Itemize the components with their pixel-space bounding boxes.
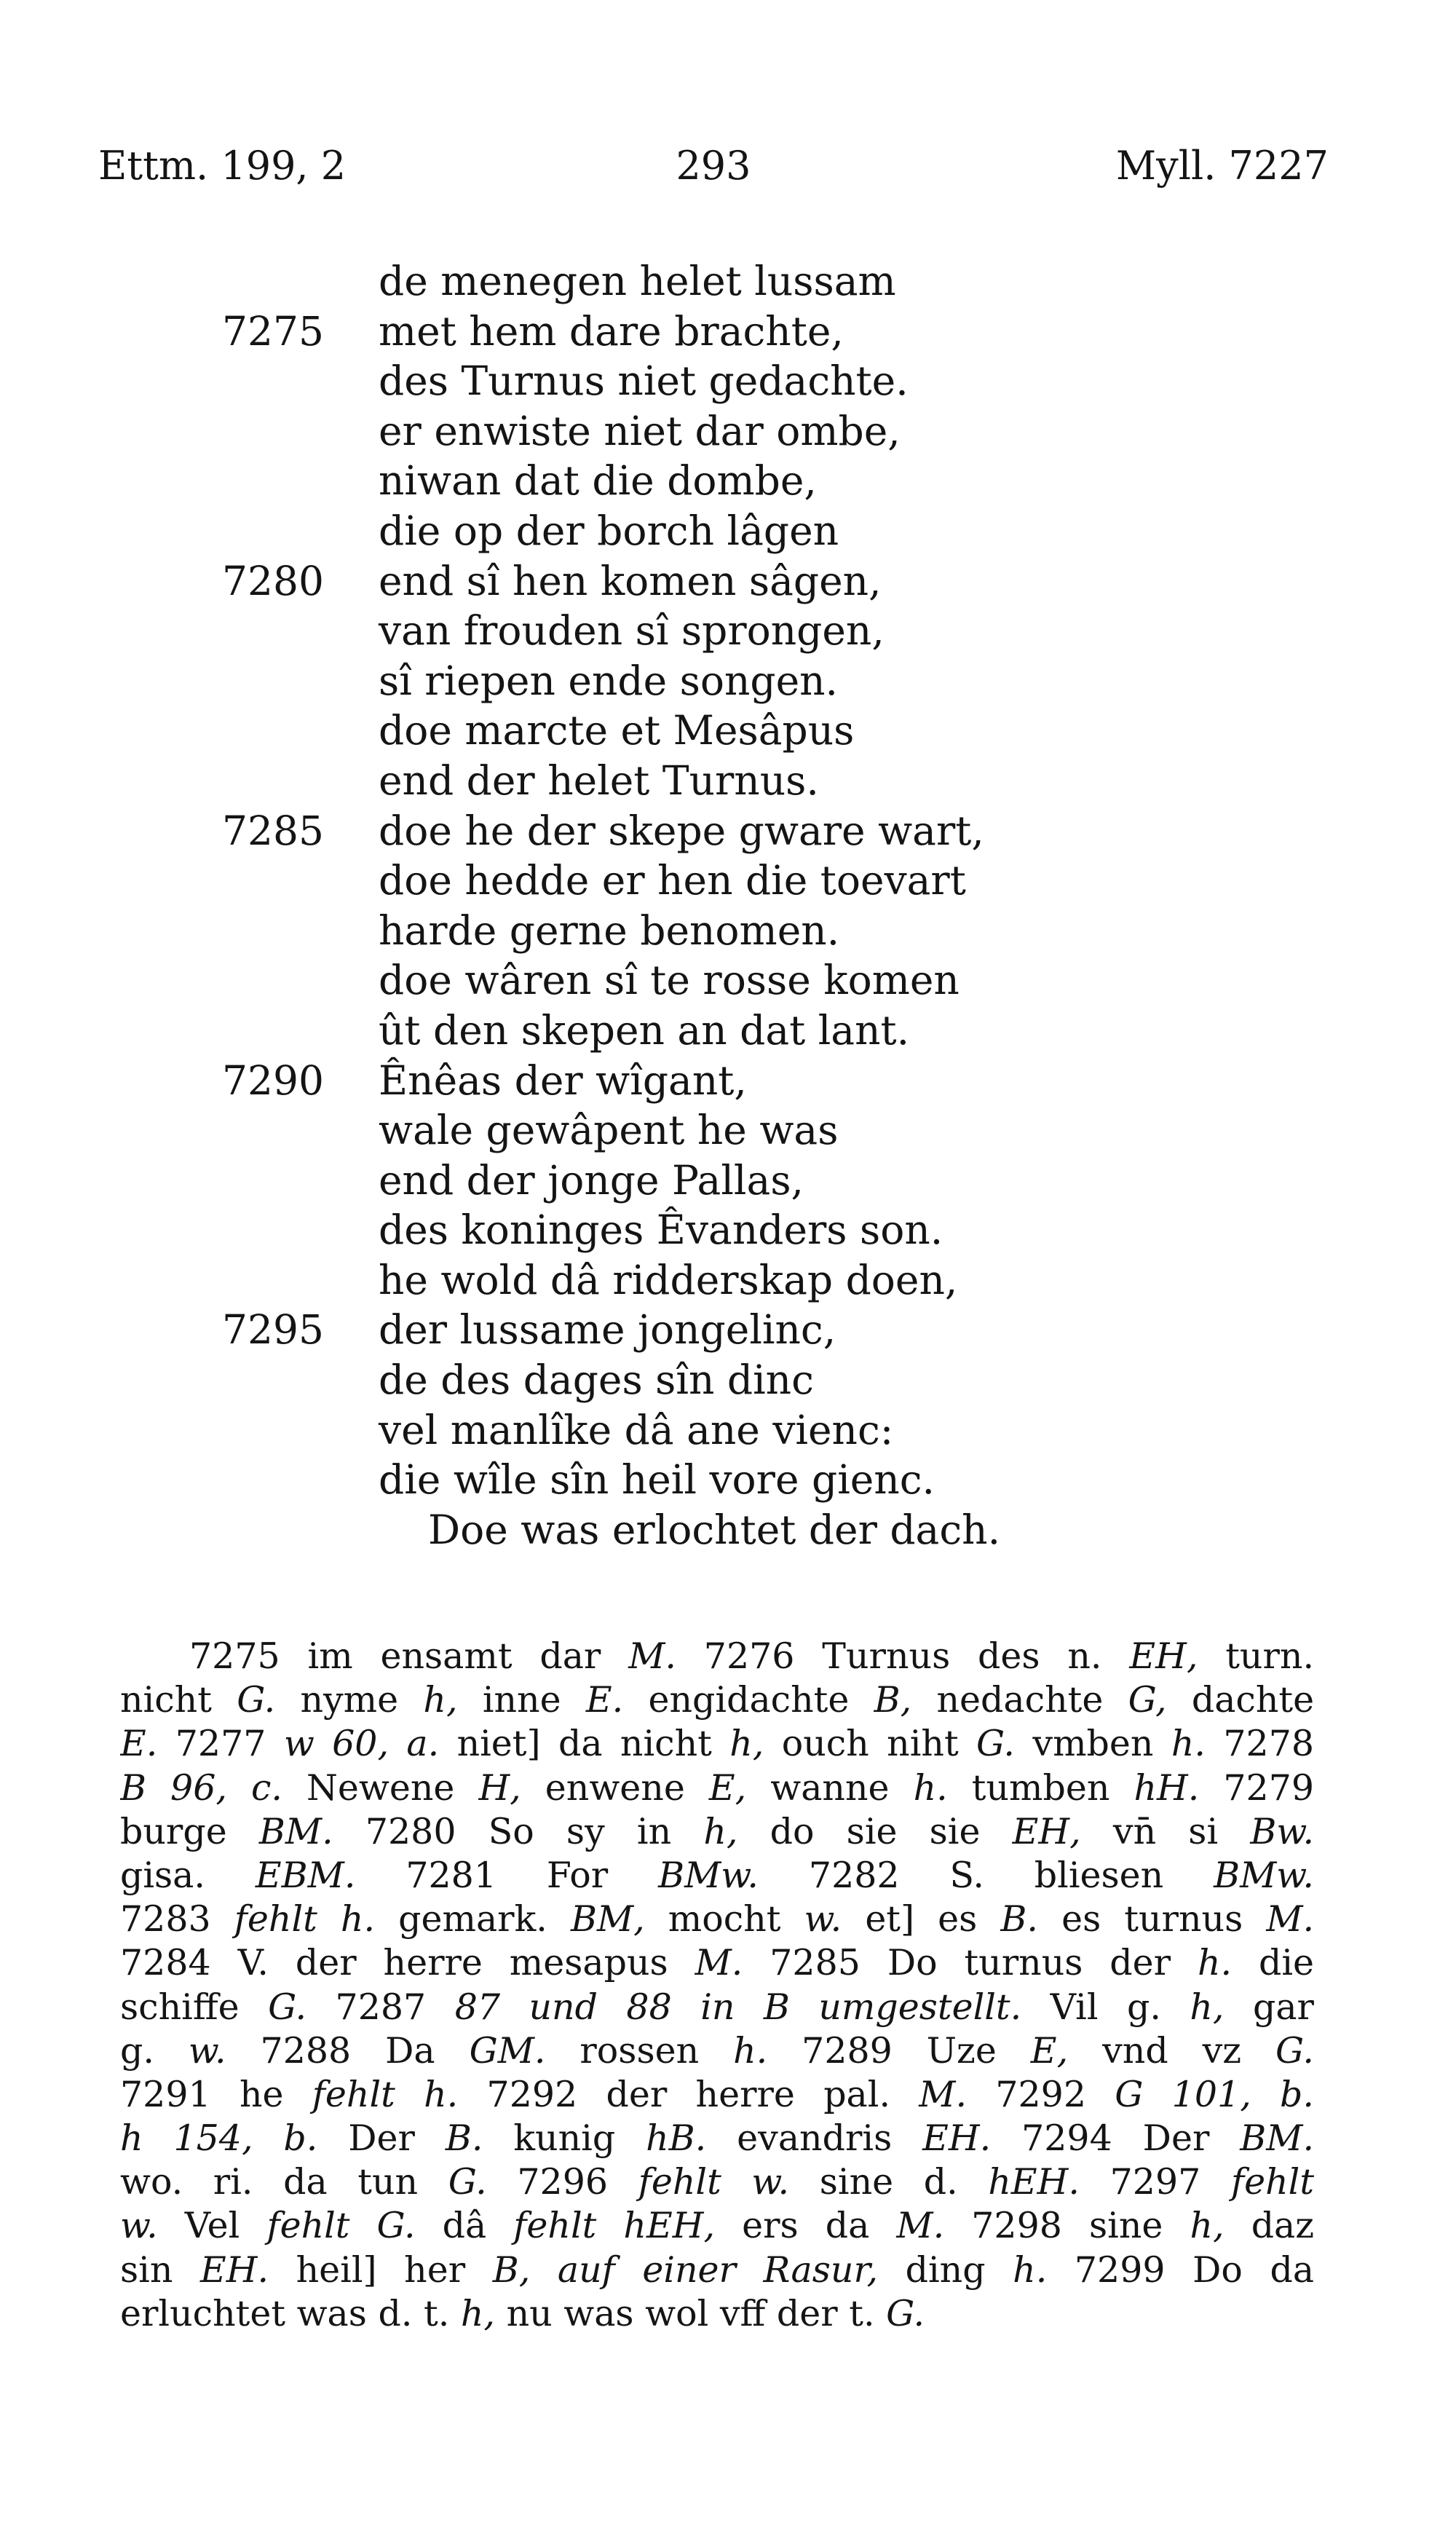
verse-line xyxy=(0,856,1456,906)
verse-line xyxy=(0,906,1456,956)
verse-text-line: doe marcte et Mesâpus xyxy=(379,707,855,754)
apparatus-line: B 96, c. Newene H, enwene E, wanne h. tumben hH. 7279 xyxy=(120,1766,1314,1809)
verse-line xyxy=(0,506,1456,556)
verse-text-line: doe hedde er hen die toevart xyxy=(379,857,966,904)
verse-line xyxy=(0,1205,1456,1255)
line-number: 7290 xyxy=(222,1057,324,1104)
verse-text-line: sî riepen ende songen. xyxy=(379,657,839,704)
verse-text-line: doe wâren sî te rosse komen xyxy=(379,957,960,1004)
apparatus-line: schiffe G. 7287 87 und 88 in B umgestellt. Vil g. h, gar xyxy=(120,1986,1314,2028)
verse-text-line: van frouden sî sprongen, xyxy=(379,607,885,655)
verse-text-line: niwan dat die dombe, xyxy=(379,457,817,505)
verse-text-line: end sî hen komen sâgen, xyxy=(379,557,882,604)
verse-text-line: der lussame jongelinc, xyxy=(379,1306,836,1354)
verse-text-line: vel manlîke dâ ane vienc: xyxy=(379,1406,894,1453)
verse-line xyxy=(0,1156,1456,1206)
apparatus-line: gisa. EBM. 7281 For BMw. 7282 S. bliesen BMw. xyxy=(120,1854,1314,1896)
verse-text-line: met hem dare brachte, xyxy=(379,307,844,355)
apparatus-line: erluchtet was d. t. h, nu was wol vff der t. G. xyxy=(120,2292,925,2334)
verse-text-line: wale gewâpent he was xyxy=(379,1107,839,1154)
verse-text-line: Doe was erlochtet der dach. xyxy=(428,1506,1001,1553)
verse-line xyxy=(0,556,1456,607)
verse-line xyxy=(0,1006,1456,1056)
verse-text-line: ût den skepen an dat lant. xyxy=(379,1006,910,1054)
apparatus-line: g. w. 7288 Da GM. rossen h. 7289 Uze E, vnd vz G. xyxy=(120,2029,1314,2072)
header-left-reference: Ettm. 199, 2 xyxy=(98,143,347,189)
apparatus-line: nicht G. nyme h, inne E. engidachte B, nedachte G, dachte xyxy=(120,1679,1314,1721)
line-number: 7280 xyxy=(222,557,324,604)
verse-text-line: harde gerne benomen. xyxy=(379,907,840,954)
verse-line xyxy=(0,256,1456,307)
verse-line xyxy=(0,406,1456,457)
verse-line xyxy=(0,1355,1456,1405)
page-number: 293 xyxy=(676,143,751,189)
apparatus-line: sin EH. heil] her B, auf einer Rasur, ding h. 7299 Do da xyxy=(120,2248,1314,2291)
verse-text-line: des Turnus niet gedachte. xyxy=(379,358,909,405)
verse-line xyxy=(0,1255,1456,1306)
verse-line xyxy=(0,456,1456,506)
apparatus-line: 7291 he fehlt h. 7292 der herre pal. M. 7292 G 101, b. xyxy=(120,2073,1314,2115)
verse-line xyxy=(0,756,1456,806)
running-header xyxy=(98,137,1329,195)
verse-line xyxy=(0,1305,1456,1355)
verse-line xyxy=(0,307,1456,357)
verse-text-line: end der helet Turnus. xyxy=(379,757,819,804)
verse-text-line: end der jonge Pallas, xyxy=(379,1156,804,1204)
verse-line xyxy=(0,606,1456,656)
verse-text-line: Ênêas der wîgant, xyxy=(379,1057,747,1104)
verse-line xyxy=(0,1405,1456,1456)
verse-text xyxy=(0,256,1456,1555)
verse-text-line: des koninges Êvanders son. xyxy=(379,1207,943,1254)
verse-line xyxy=(0,955,1456,1006)
verse-line xyxy=(0,1105,1456,1156)
line-number: 7285 xyxy=(222,807,324,854)
apparatus-line: 7284 V. der herre mesapus M. 7285 Do turnus der h. die xyxy=(120,1942,1314,1984)
apparatus-line: wo. ri. da tun G. 7296 fehlt w. sine d. hEH. 7297 fehlt xyxy=(120,2161,1314,2203)
line-number: 7295 xyxy=(222,1306,324,1354)
header-right-reference: Myll. 7227 xyxy=(1115,143,1329,189)
verse-text-line: he wold dâ ridderskap doen, xyxy=(379,1256,958,1303)
verse-line xyxy=(0,356,1456,406)
line-number: 7275 xyxy=(222,307,324,355)
apparatus-line: 7275 im ensamt dar M. 7276 Turnus des n. EH, turn. xyxy=(189,1635,1314,1677)
apparatus-line: h 154, b. Der B. kunig hB. evandris EH. 7294 Der BM. xyxy=(120,2117,1314,2160)
verse-line xyxy=(0,706,1456,756)
apparatus-line: burge BM. 7280 So sy in h, do sie sie EH, vn̄ si Bw. xyxy=(120,1810,1314,1852)
apparatus-line: 7283 fehlt h. gemark. BM, mocht w. et] es B. es turnus M. xyxy=(120,1898,1314,1940)
verse-text-line: de des dages sîn dinc xyxy=(379,1357,814,1404)
apparatus-line: w. Vel fehlt G. dâ fehlt hEH, ers da M. 7298 sine h, daz xyxy=(120,2205,1314,2247)
verse-line xyxy=(0,806,1456,856)
verse-line xyxy=(0,656,1456,706)
apparatus-line: E. 7277 w 60, a. niet] da nicht h, ouch niht G. vmben h. 7278 xyxy=(120,1723,1314,1765)
verse-text-line: er enwiste niet dar ombe, xyxy=(379,407,901,454)
verse-line xyxy=(0,1505,1456,1555)
critical-apparatus xyxy=(120,1635,1314,2336)
verse-text-line: die wîle sîn heil vore gienc. xyxy=(379,1456,935,1504)
verse-line xyxy=(0,1056,1456,1106)
verse-text-line: doe he der skepe gware wart, xyxy=(379,807,984,854)
verse-text-line: die op der borch lâgen xyxy=(379,507,839,554)
verse-text-line: de menegen helet lussam xyxy=(379,258,896,304)
verse-line xyxy=(0,1455,1456,1505)
